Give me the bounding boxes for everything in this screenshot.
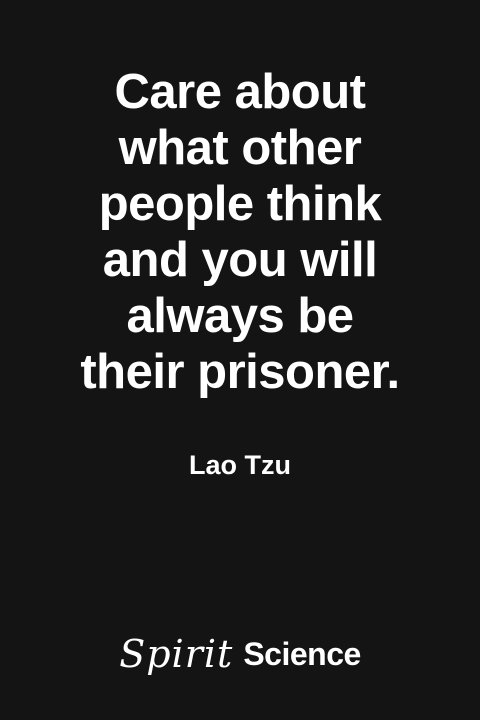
quote-line-1: Care about (114, 65, 366, 119)
brand-logo (0, 624, 480, 684)
brand-logo-spirit: Spirit (119, 632, 234, 676)
quote-line-3: people think (98, 177, 382, 231)
quote-author: Lao Tzu (189, 450, 291, 480)
quote-line-5: always be (126, 289, 354, 343)
quote-line-2: what other (118, 121, 362, 175)
brand-logo-science: Science (243, 636, 361, 672)
quote-line-4: and you will (102, 233, 378, 287)
quote-text (0, 64, 480, 400)
quote-line-6: their prisoner. (80, 345, 400, 399)
